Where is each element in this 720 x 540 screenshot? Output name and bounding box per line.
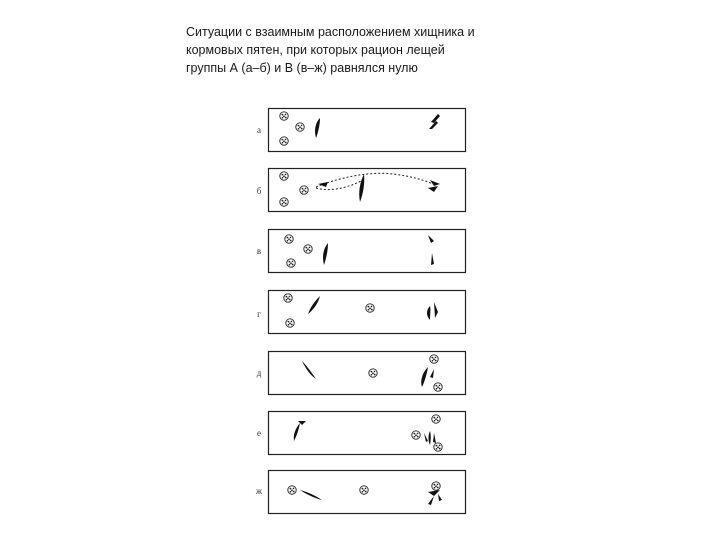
bream-fish-icon (428, 496, 434, 505)
bream-fish-icon (427, 306, 430, 320)
food-patch-icon (432, 482, 440, 490)
predator-fish-icon (315, 118, 320, 138)
caption-line: Ситуации с взаимным расположением хищника и (186, 25, 475, 39)
predator-fish-icon (308, 296, 320, 314)
bream-fish-icon (433, 433, 436, 443)
panel-zh (268, 470, 466, 514)
panel-label-d: д (256, 368, 262, 378)
panel-e (268, 411, 466, 455)
panel-label-zh: ж (255, 486, 263, 496)
predator-fish-icon (323, 243, 328, 265)
panel-label-b: б (256, 186, 262, 196)
food-patch-icon (434, 443, 442, 451)
caption-line: кормовых пятен, при которых рацион лещей (186, 43, 445, 57)
panel-g (268, 290, 466, 334)
food-patch-icon (280, 198, 288, 206)
caption-line: группы А (а–б) и В (в–ж) равнялся нулю (186, 61, 418, 75)
food-patch-icon (304, 245, 312, 253)
panel-b (268, 168, 466, 212)
food-patch-icon (284, 294, 292, 302)
predator-fish-icon (302, 361, 316, 379)
food-patch-icon (369, 369, 377, 377)
food-patch-icon (286, 319, 294, 327)
bream-fish-icon (431, 253, 434, 265)
food-patch-icon (285, 235, 293, 243)
food-patch-icon (288, 486, 296, 494)
swim-path (316, 173, 433, 187)
bream-fish-icon (421, 367, 428, 387)
food-patch-icon (280, 112, 288, 120)
food-patch-icon (432, 415, 440, 423)
panel-label-v: в (256, 246, 262, 256)
bream-fish-icon (428, 235, 434, 243)
bream-fish-icon (430, 369, 434, 378)
bream-fish-icon (318, 182, 328, 187)
figure-caption (186, 23, 526, 77)
bream-fish-icon (424, 433, 428, 442)
predator-fish-icon (294, 423, 300, 441)
food-patch-icon (280, 172, 288, 180)
predator-fish-icon (300, 490, 322, 500)
bream-fish-icon (430, 180, 440, 186)
predator-fish-icon (359, 174, 364, 202)
panel-label-g: г (257, 309, 261, 319)
panel-label-a: а (257, 125, 261, 135)
panel-d (268, 351, 466, 395)
bream-fish-icon (438, 494, 442, 501)
panel-label-e: е (257, 428, 261, 438)
bream-fish-icon (434, 302, 438, 318)
food-patch-icon (280, 137, 288, 145)
food-patch-icon (360, 486, 368, 494)
bream-fish-icon (429, 431, 431, 445)
food-patch-icon (366, 304, 374, 312)
food-patch-icon (296, 123, 304, 131)
food-patch-icon (287, 259, 295, 267)
food-patch-icon (434, 383, 442, 391)
food-patch-icon (412, 431, 420, 439)
panel-v (268, 229, 466, 273)
food-patch-icon (300, 186, 308, 194)
food-patch-icon (430, 355, 438, 363)
bream-fish-icon (428, 186, 438, 192)
panel-a (268, 108, 466, 152)
